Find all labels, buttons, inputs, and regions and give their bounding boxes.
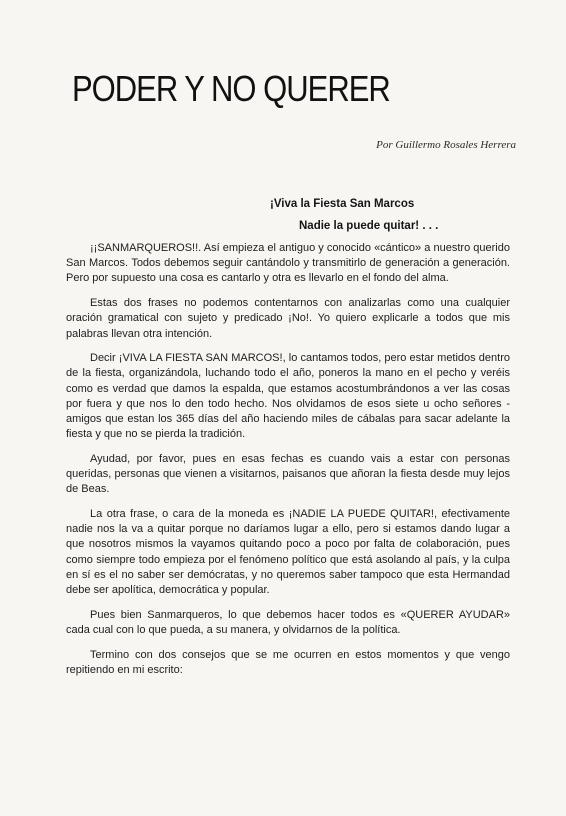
paragraph-6: Pues bien Sanmarqueros, lo que debemos hacer todos es «QUERER AYUDAR» cada cual con lo que pueda, a su manera, y olvidarnos de la política. [66, 608, 510, 636]
author-byline: Por Guillermo Rosales Herrera [376, 139, 516, 151]
paragraph-5: La otra frase, o cara de la moneda es ¡NADIE LA PUEDE QUITAR!, efectivamente nadie nos la va a quitar porque no daríamos lugar a ello, pero si estamos dando lugar a que nosotros mismos la vayamos quitando poco a poco por falta de colaboración, pues como siempre todo empieza por el fenómeno político que está asolando al país, y la culpa en sí es el no saber ser demócratas, y no queremos saber tampoco que esta Hermandad debe ser apolítica, democrática y popular. [66, 508, 510, 597]
paragraph-4: Ayudad, por favor, pues en esas fechas es cuando vais a estar con personas queridas, personas que vienen a visitarnos, paisanos que añoran la fiesta desde muy lejos de Beas. [66, 452, 510, 496]
paragraph-7: Termino con dos consejos que se me ocurren en estos momentos y que vengo repitiendo en mi escrito: [66, 648, 510, 676]
paragraph-2: Estas dos frases no podemos contentarnos con analizarlas como una cualquier oración gramatical con sujeto y predicado ¡No!. Yo quiero explicarle a todos que mis palabras llevan otra intención. [66, 297, 510, 340]
paragraph-1: ¡¡SANMARQUEROS!!. Así empieza el antiguo y conocido «cántico» a nuestro querido San Marcos. Todos debemos seguir cantándolo y transmitirlo de generación a generación. Pero por supuesto una cosa es cantarlo y otra es llevarlo en el fondo del alma. [66, 242, 510, 285]
article-title: PODER Y NO QUERER [72, 68, 390, 110]
article-body [66, 241, 510, 688]
paragraph-3: Decir ¡VIVA LA FIESTA SAN MARCOS!, lo cantamos todos, pero estar metidos dentro de la fiesta, organizándola, luchando todo el año, poneros la mano en el pecho y veréis como es verdad que damos la espalda, que estamos acostumbrándonos a ver las cosas por fuera y que nos lo den todo hecho. Nos olvidamos de esos siete u ocho señores - amigos que estan los 365 días del año haciendo miles de cábalas para sacar adelante la fiesta y que no se pierda la tradición. [66, 352, 510, 441]
subtitle-line-1: ¡Viva la Fiesta San Marcos [270, 198, 415, 210]
subtitle-line-2: Nadie la puede quitar! . . . [299, 220, 439, 232]
